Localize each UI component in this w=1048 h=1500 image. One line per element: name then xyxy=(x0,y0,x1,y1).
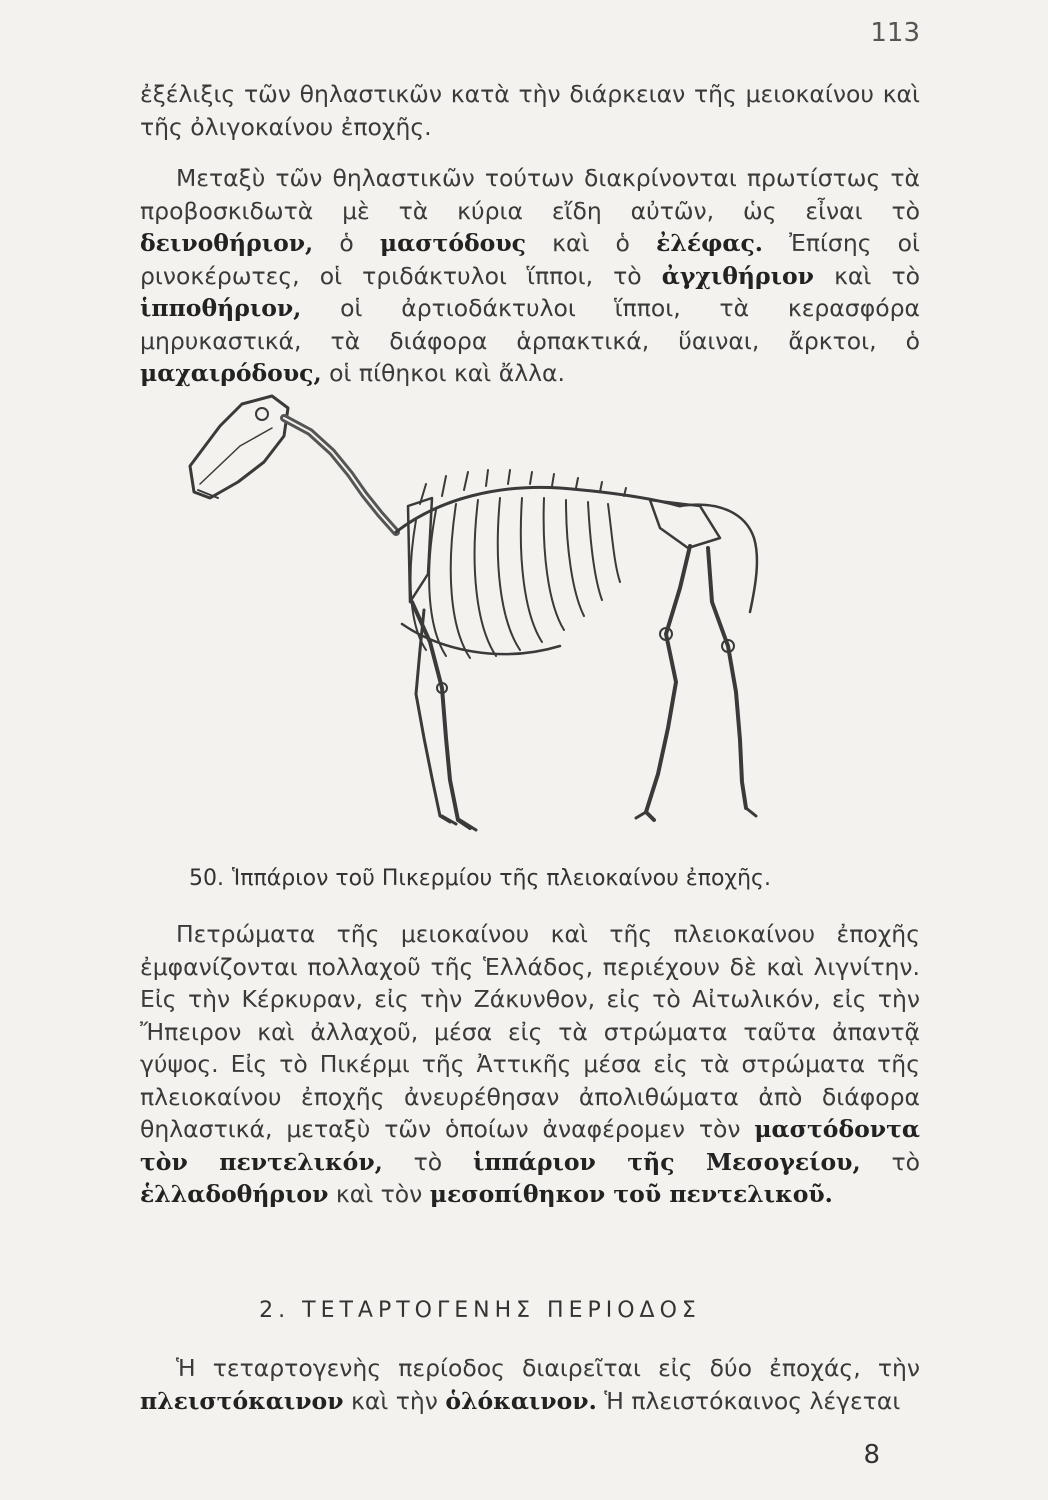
paragraph-intro xyxy=(140,78,920,143)
figure-caption xyxy=(130,866,830,891)
paragraph-mammals xyxy=(140,162,920,390)
term-hippotherium: ἱπποθήριον, xyxy=(140,294,302,322)
text-run: καὶ τὸν xyxy=(328,1180,430,1208)
text-run: Ἐπίσης οἱ ρινοκέρωτες, οἱ τριδάκτυλοι ἵπποι, τὸ xyxy=(140,229,920,290)
text-run: οἱ ἀρτιοδάκτυλοι ἵπποι, τὰ κερασφόρα μηρυκαστικά, τὰ διάφορα ἁρπακτικά, ὕαιναι, ἄρκτοι, ὁ xyxy=(140,294,920,355)
figure-caption-text: Ἱππάριον τοῦ Πικερμίου τῆς πλειοκαίνου ἐποχῆς. xyxy=(232,866,771,891)
figure-hipparion-skeleton xyxy=(180,388,800,848)
paragraph-text: ἐξέλιξις τῶν θηλαστικῶν κατὰ τὴν διάρκειαν τῆς μειοκαίνου καὶ τῆς ὀλιγοκαίνου ἐποχῆς. xyxy=(140,80,920,141)
term-hipparion: ἱππάριον τῆς Μεσογείου, xyxy=(472,1147,861,1176)
signature-number: 8 xyxy=(863,1440,880,1470)
page-number: 113 xyxy=(870,18,920,48)
text-run: καὶ τὴν xyxy=(343,1386,446,1415)
text-run: καὶ ὁ xyxy=(525,229,657,257)
hipparion-skeleton-illustration xyxy=(180,388,800,848)
text-run: ὁ xyxy=(313,229,380,257)
text-run: Ἡ πλειστόκαινος λέγεται xyxy=(596,1386,901,1415)
text-run: Ἡ τεταρτογενὴς περίοδος διαιρεῖται εἰς δύο ἐποχάς, τὴν xyxy=(176,1354,920,1382)
term-machairodus: μαχαιρόδους, xyxy=(140,359,322,387)
figure-number: 50. xyxy=(189,866,225,891)
term-anchitherium: ἀγχιθήριον xyxy=(661,261,814,290)
term-elephant: ἐλέφας. xyxy=(656,229,763,257)
term-deinotherium: δεινοθήριον, xyxy=(140,229,314,257)
text-run: Πετρώματα τῆς μειοκαίνου καὶ τῆς πλειοκαίνου ἐποχῆς ἐμφανίζονται πολλαχοῦ τῆς Ἑλλάδος, περιέχουν δὲ καὶ λιγνίτην. Εἰς τὴν Κέρκυραν, εἰς τὴν Ζάκυνθον, εἰς τὸ Αἰτωλικόν, εἰς τὴν Ἤπειρον καὶ ἀλλαχοῦ, μέσα εἰς τὰ στρώματα ταῦτα ἀπαντᾷ γύψος. Εἰς τὸ Πικέρμι τῆς Ἀττικῆς μέσα εἰς τὰ στρώματα τῆς πλειοκαίνου ἐποχῆς ἀνευρέθησαν ἀπολιθώματα ἀπὸ διάφορα θηλαστικά, μεταξὺ τῶν ὁποίων ἀναφέρομεν τὸν xyxy=(140,920,920,1143)
text-run: καὶ τὸ xyxy=(813,261,920,290)
text-run: τὸ xyxy=(382,1147,473,1176)
section-title: 2. ΤΕΤΑΡΤΟΓΕΝΗΣ ΠΕΡΙΟΔΟΣ xyxy=(259,1298,701,1323)
term-helladotherium: ἑλλαδοθήριον xyxy=(140,1180,329,1208)
text-run: Μεταξὺ τῶν θηλαστικῶν τούτων διακρίνονται πρωτίστως τὰ προβοσκιδωτὰ μὲ τὰ κύρια εἴδη αὐτῶν, ὡς εἶναι τὸ xyxy=(140,164,920,225)
paragraph-rocks xyxy=(140,918,920,1211)
term-pentelic-mastodon: μαστόδοντα τὸν πεντελικόν, xyxy=(140,1115,920,1176)
term-pleistocene: πλειστόκαινον xyxy=(140,1386,344,1415)
term-holocene: ὁλόκαινον. xyxy=(445,1386,597,1415)
text-run: τὸ xyxy=(860,1147,920,1176)
paragraph-quaternary xyxy=(140,1352,920,1417)
term-mastodon: μαστόδους xyxy=(379,229,526,257)
text-run: οἱ πίθηκοι καὶ ἄλλα. xyxy=(321,359,565,387)
term-mesopithecus: μεσοπίθηκον τοῦ πεντελικοῦ. xyxy=(429,1180,833,1208)
